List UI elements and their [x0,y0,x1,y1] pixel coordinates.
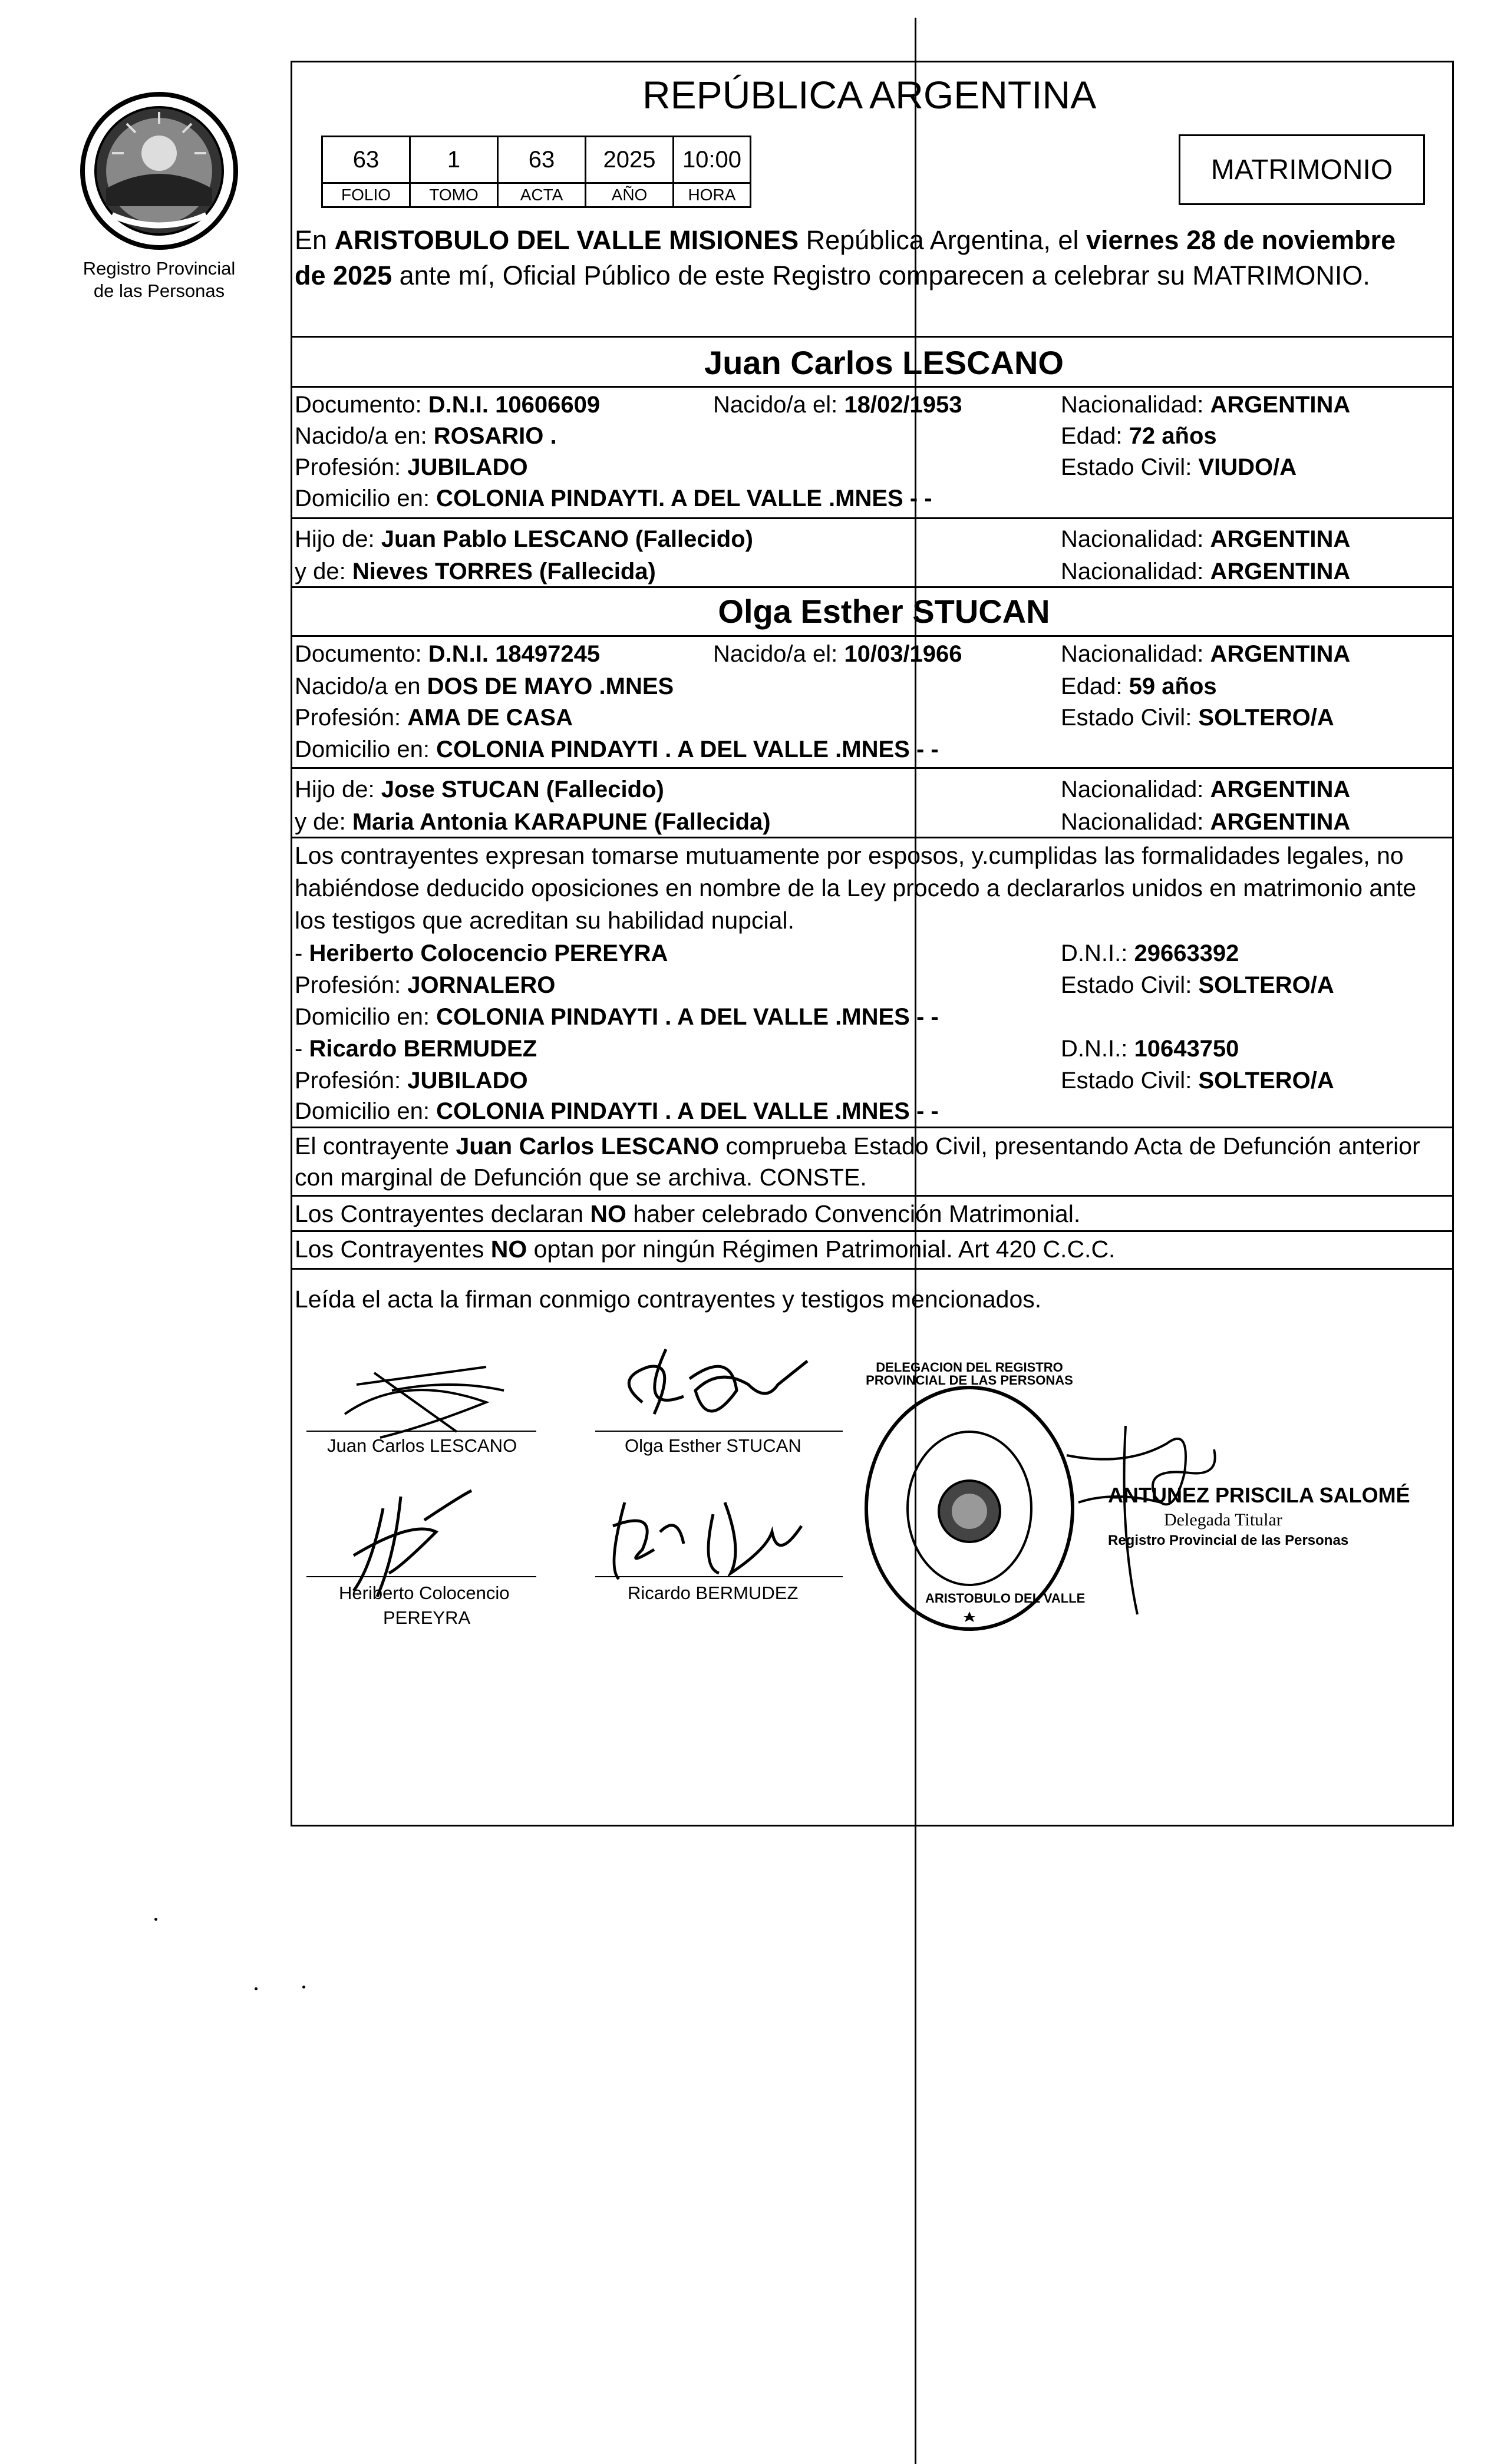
witness-2-dni: D.N.I.: 10643750 [1061,1036,1239,1062]
note-convention: Los Contrayentes declaran NO haber celebrado Convención Matrimonial. [295,1200,1081,1227]
witness-1-dni: D.N.I.: 29663392 [1061,940,1239,966]
bride-born-in: Nacido/a en DOS DE MAYO .MNES [295,673,674,699]
signature-line [595,1576,843,1577]
note-regime: Los Contrayentes NO optan por ningún Régimen Patrimonial. Art 420 C.C.C. [295,1236,1116,1263]
declaration-line-2: habiéndose deducido oposiciones en nombre de la Ley procedo a declararlos unidos en matrimonio ante [295,874,1417,901]
declaration-line-1: Los contrayentes expresan tomarse mutuamente por esposos, y.cumplidas las formalidades legales, no [295,842,1404,869]
scan-speck [154,1918,157,1921]
witness-2-signature [589,1479,813,1585]
bride-signature-label: Olga Esther STUCAN [625,1435,801,1456]
intro-line-2: de 2025 ante mí, Oficial Público de este Registro comparecen a celebrar su MATRIMONIO. [295,260,1370,290]
witness-2-address: Domicilio en: COLONIA PINDAYTI . A DEL VALLE .MNES - - [295,1098,939,1124]
bride-document: Documento: D.N.I. 18497245 [295,641,601,667]
note-reading: Leída el acta la firman conmigo contrayentes y testigos mencionados. [295,1286,1042,1313]
hora-label: HORA [672,182,751,208]
groom-mother-nationality: Nacionalidad: ARGENTINA [1061,559,1351,584]
divider [291,1127,1454,1128]
groom-name: Juan Carlos LESCANO [704,344,1064,381]
stamp-ring-text: DELEGACION DEL REGISTRO PROVINCIAL DE LAS PERSONAS [866,1360,1073,1388]
bride-signature [601,1332,825,1432]
divider [291,767,1454,769]
witness-1-signature-label-1: Heriberto Colocencio [339,1583,510,1603]
stamp-inner-text: ARISTOBULO DEL VALLE [925,1591,1086,1606]
witness-2-profession: Profesión: JUBILADO [295,1068,528,1094]
bride-father-nationality: Nacionalidad: ARGENTINA [1061,777,1351,802]
groom-father: Hijo de: Juan Pablo LESCANO (Fallecido) [295,526,753,552]
witness-1-name: - Heriberto Colocencio PEREYRA [295,940,668,966]
groom-born-in: Nacido/a en: ROSARIO . [295,423,557,449]
logo-caption-1: Registro Provincial [83,258,236,279]
divider [291,1195,1454,1197]
bride-age: Edad: 59 años [1061,673,1217,699]
witness-2-name: - Ricardo BERMUDEZ [295,1036,537,1062]
divider [291,336,1454,338]
act-type-box: MATRIMONIO [1179,134,1425,205]
bride-name: Olga Esther STUCAN [718,593,1050,630]
groom-document: Documento: D.N.I. 10606609 [295,392,601,418]
intro-line-1: En ARISTOBULO DEL VALLE MISIONES República Argentina, el viernes 28 de noviembre [295,225,1396,255]
registry-stamp [860,1360,1086,1638]
groom-civil-status: Estado Civil: VIUDO/A [1061,454,1297,480]
groom-father-nationality: Nacionalidad: ARGENTINA [1061,526,1351,552]
tomo-value: 1 [409,136,499,184]
acta-label: ACTA [497,182,586,208]
groom-age: Edad: 72 años [1061,423,1217,449]
acta-value: 63 [497,136,586,184]
bride-civil-status: Estado Civil: SOLTERO/A [1061,705,1334,731]
logo-caption-2: de las Personas [93,280,225,301]
anio-label: AÑO [585,182,674,208]
tomo-label: TOMO [409,182,499,208]
groom-nationality: Nacionalidad: ARGENTINA [1061,392,1351,418]
groom-profession: Profesión: JUBILADO [295,454,528,480]
groom-address: Domicilio en: COLONIA PINDAYTI. A DEL VALLE .MNES - - [295,485,932,511]
bride-born-on: Nacido/a el: 10/03/1966 [713,641,962,667]
signature-line [306,1576,536,1577]
official-office: Registro Provincial de las Personas [1108,1532,1349,1548]
divider [291,635,1454,637]
official-title: Delegada Titular [1164,1510,1282,1530]
divider [291,586,1454,588]
witness-2-civil-status: Estado Civil: SOLTERO/A [1061,1068,1334,1094]
bride-nationality: Nacionalidad: ARGENTINA [1061,641,1351,667]
note-civil-status-line-2: con marginal de Defunción que se archiva. CONSTE. [295,1164,867,1191]
divider [291,837,1454,838]
official-name: ANTUNEZ PRISCILA SALOMÉ [1108,1483,1410,1507]
bride-mother-nationality: Nacionalidad: ARGENTINA [1061,809,1351,835]
divider [291,517,1454,519]
groom-born-on: Nacido/a el: 18/02/1953 [713,392,962,418]
folio-value: 63 [321,136,411,184]
province-seal-icon [77,88,242,253]
signature-line [595,1431,843,1432]
groom-signature-label: Juan Carlos LESCANO [327,1435,517,1456]
scan-speck [302,1986,305,1989]
bride-profession: Profesión: AMA DE CASA [295,705,573,731]
groom-signature [309,1349,545,1449]
anio-value: 2025 [585,136,674,184]
witness-1-profession: Profesión: JORNALERO [295,972,556,998]
province-logo [77,88,242,253]
document-title: REPÚBLICA ARGENTINA [642,73,1097,117]
witness-1-address: Domicilio en: COLONIA PINDAYTI . A DEL VALLE .MNES - - [295,1004,939,1030]
note-civil-status-line-1: El contrayente Juan Carlos LESCANO comprueba Estado Civil, presentando Acta de Defunción anterior [295,1132,1420,1160]
witness-1-signature-label-2: PEREYRA [383,1607,471,1628]
intro-date: viernes 28 de noviembre [1086,225,1396,255]
declaration-line-3: los testigos que acreditan su habilidad nupcial. [295,907,794,934]
witness-2-signature-label: Ricardo BERMUDEZ [628,1583,799,1603]
folio-label: FOLIO [321,182,411,208]
bride-father: Hijo de: Jose STUCAN (Fallecido) [295,777,664,802]
bride-address: Domicilio en: COLONIA PINDAYTI . A DEL VALLE .MNES - - [295,736,939,762]
scan-speck [255,1987,258,1990]
witness-1-civil-status: Estado Civil: SOLTERO/A [1061,972,1334,998]
divider [291,1268,1454,1270]
divider [291,1230,1454,1232]
divider [291,386,1454,388]
groom-mother: y de: Nieves TORRES (Fallecida) [295,559,656,584]
bride-mother: y de: Maria Antonia KARAPUNE (Fallecida) [295,809,771,835]
signature-line [306,1431,536,1432]
hora-value: 10:00 [672,136,751,184]
intro-place: ARISTOBULO DEL VALLE MISIONES [334,225,799,255]
